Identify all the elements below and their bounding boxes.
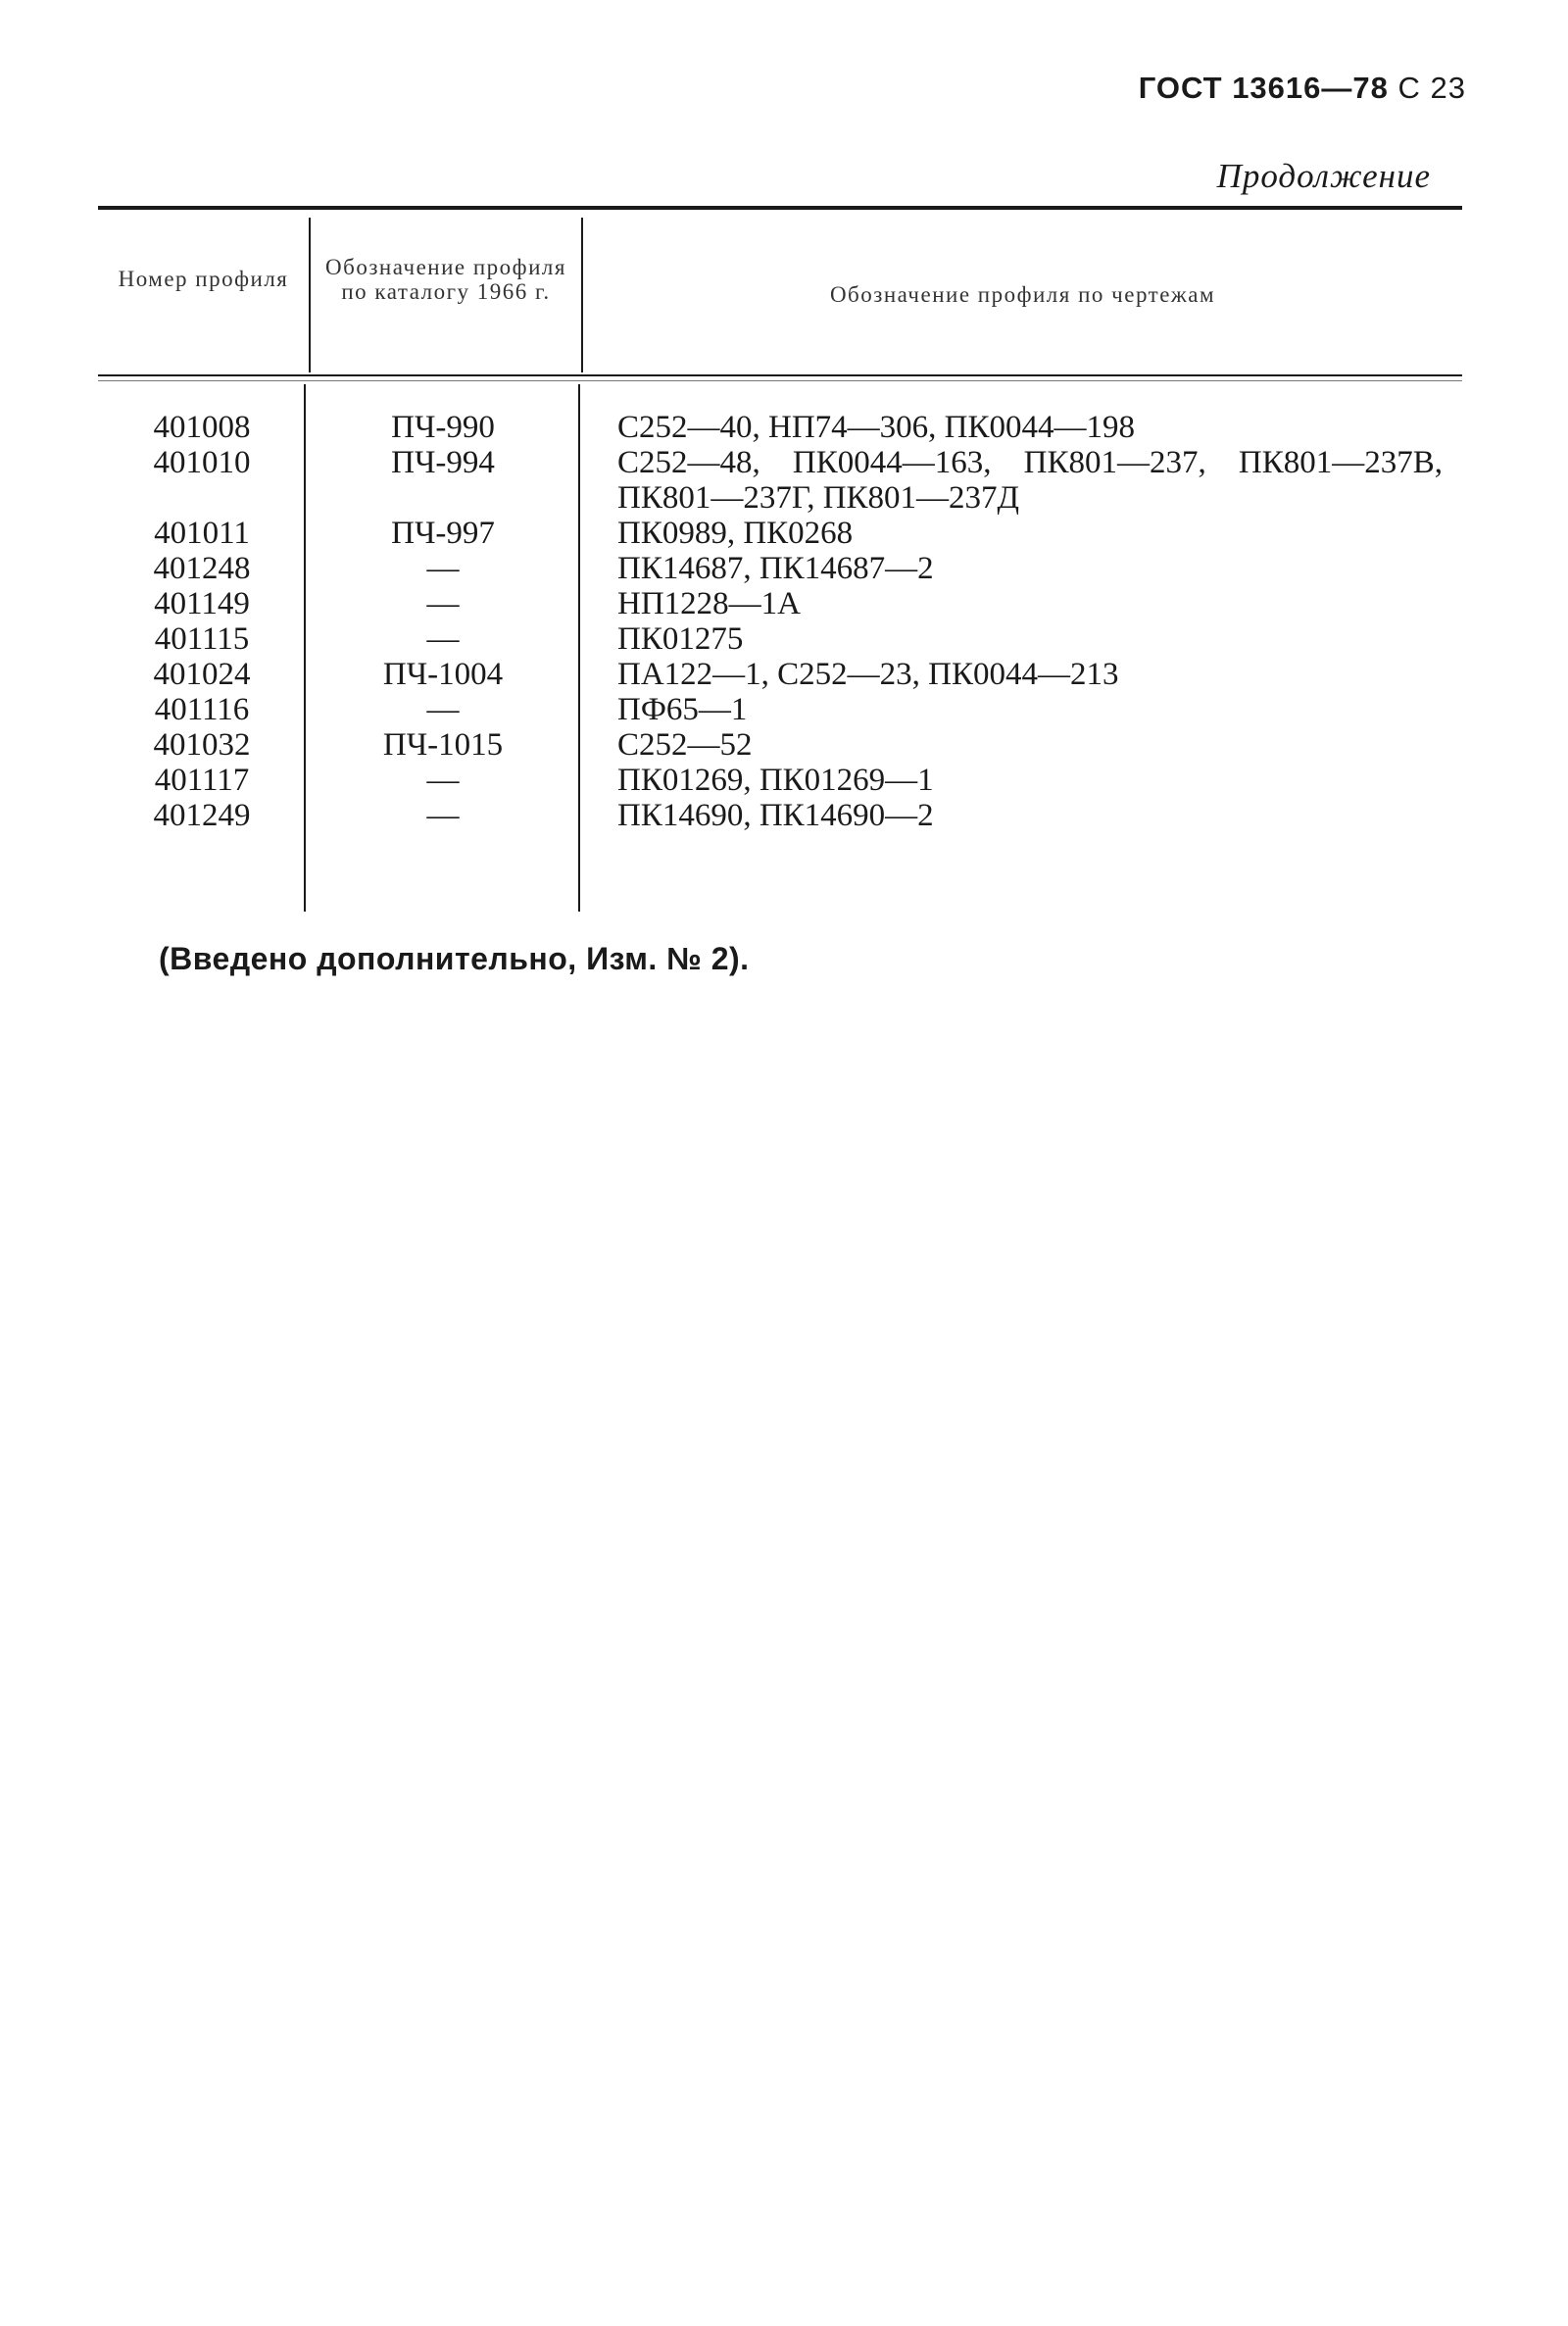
header-bottom-rule [98, 374, 1462, 376]
catalog-designation: — [426, 621, 460, 657]
standard-number: ГОСТ 13616—78 [1138, 71, 1389, 105]
table-body [98, 410, 1462, 833]
drawing-designations: ПК0989, ПК0268 [617, 516, 854, 551]
profile-number: 401008 [153, 410, 251, 445]
drawing-designations: ПК14687, ПК14687—2 [617, 551, 934, 586]
table-row [98, 727, 1462, 763]
profile-number: 401011 [154, 516, 250, 551]
table-row [98, 410, 1462, 445]
table-row [98, 516, 1462, 551]
table-row [98, 763, 1462, 798]
drawing-designations: ПК01269, ПК01269—1 [617, 763, 934, 798]
catalog-designation: ПЧ-1015 [382, 727, 504, 763]
profile-number: 401117 [154, 763, 250, 798]
profile-number: 401010 [153, 445, 251, 480]
table-row [98, 445, 1462, 516]
profile-number: 401032 [153, 727, 251, 763]
catalog-designation: — [426, 692, 460, 727]
table-top-rule [98, 206, 1462, 210]
profile-number: 401024 [153, 657, 251, 692]
catalog-designation: — [426, 586, 460, 621]
table-row [98, 586, 1462, 621]
catalog-designation: ПЧ-994 [391, 445, 495, 480]
table-row [98, 798, 1462, 833]
document-code [1139, 71, 1466, 106]
drawing-designations: НП1228—1А [617, 586, 801, 621]
catalog-designation: ПЧ-990 [391, 410, 495, 445]
drawing-designations: С252—40, НП74—306, ПК0044—198 [617, 410, 1136, 445]
drawing-designations: ПК14690, ПК14690—2 [617, 798, 934, 833]
profile-number: 401249 [153, 798, 251, 833]
drawing-designations: ПА122—1, С252—23, ПК0044—213 [617, 657, 1119, 692]
page-number: С 23 [1397, 71, 1466, 105]
continuation-label: Продолжение [1216, 157, 1431, 195]
header-bottom-rule [98, 380, 1462, 381]
catalog-designation: — [426, 798, 460, 833]
column-header-drawings: Обозначение профиля по чертежам [829, 282, 1216, 307]
amendment-note: (Введено дополнительно, Изм. № 2). [159, 941, 750, 976]
profile-number: 401149 [154, 586, 250, 621]
table-row [98, 657, 1462, 692]
drawing-designations: ПК01275 [617, 621, 744, 657]
profile-number: 401116 [154, 692, 250, 727]
profiles-table [98, 206, 1462, 912]
column-header-catalog: Обозначение профиля по каталогу 1966 г. [325, 255, 566, 304]
table-row [98, 621, 1462, 657]
drawing-designations: С252—48, ПК0044—163, ПК801—237, ПК801—237В, ПК801—237Г, ПК801—237Д [617, 445, 1443, 516]
column-header-number: Номер профиля [118, 267, 289, 291]
drawing-designations: ПФ65—1 [617, 692, 748, 727]
catalog-designation: ПЧ-1004 [382, 657, 504, 692]
profile-number: 401248 [153, 551, 251, 586]
drawing-designations: С252—52 [617, 727, 753, 763]
catalog-designation: — [426, 551, 460, 586]
catalog-designation: ПЧ-997 [391, 516, 495, 551]
profile-number: 401115 [154, 621, 250, 657]
table-row [98, 551, 1462, 586]
table-row [98, 692, 1462, 727]
catalog-designation: — [426, 763, 460, 798]
